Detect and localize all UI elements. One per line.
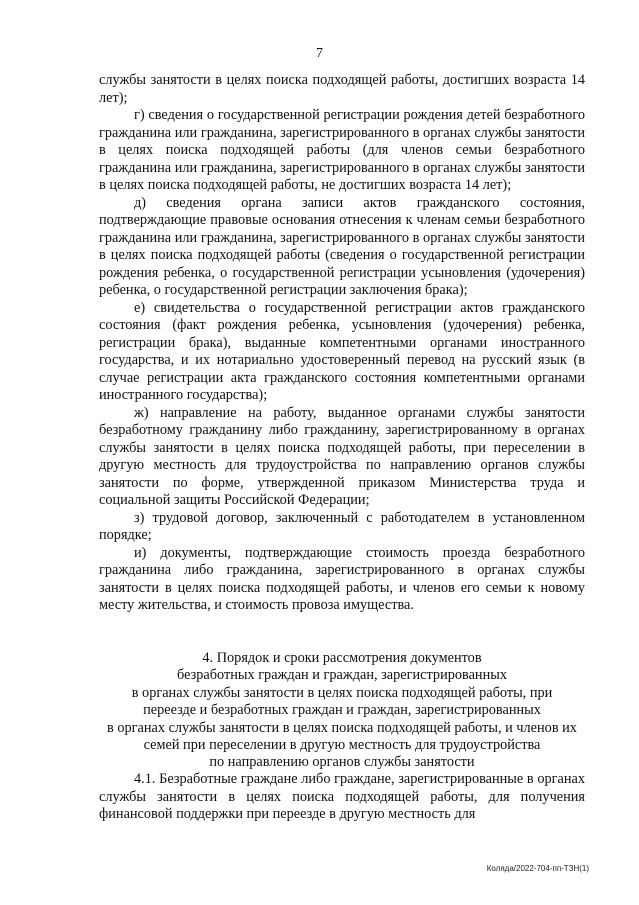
section-heading-line: безработных граждан и граждан, зарегистрированных (176, 667, 507, 684)
paragraph-4-1: 4.1. Безработные граждане либо граждане, зарегистрированные в органах службы занятости в целях поиска подходящей работы, для получения финансовой поддержки при переезде в другую местность для (99, 771, 585, 822)
paragraph-continuation: службы занятости в целях поиска подходящей работы, достигших возраста 14 лет); (99, 72, 585, 106)
body-text (99, 72, 585, 615)
section-heading-line: 4. Порядок и сроки рассмотрения документов (202, 650, 482, 666)
section-heading-line: по направлению органов службы занятости (209, 754, 475, 771)
document-code: Коляда/2022-704-пп-ТЗН(1) (486, 864, 589, 873)
paragraph-item-i: и) документы, подтверждающие стоимость проезда безработного гражданина либо гражданина, зарегистрированного в органах службы занятости в целях поиска подходящей работы, и членов его семьи к новому месту жительства, и стоимость провоза имущества. (99, 544, 585, 613)
section-heading-line: в органах службы занятости в целях поиска подходящей работы, при (131, 684, 553, 701)
section-body (99, 771, 585, 824)
paragraph-item-z: з) трудовой договор, заключенный с работодателем в установленном порядке; (99, 509, 585, 543)
paragraph-item-zh: ж) направление на работу, выданное органами службы занятости безработному гражданину либо гражданину, зарегистрированному в органах службы занятости в целях поиска подходящей работы, при переселении в другую местность для трудоустройства по направлению органов службы занятости по форме, утвержденной приказом Министерства труда и социальной защиты Российской Федерации; (99, 404, 585, 508)
paragraph-item-g: г) сведения о государственной регистрации рождения детей безработного гражданина или гражданина, зарегистрированного в органах службы занятости в целях поиска подходящей работы (для членов семьи безработного гражданина или гражданина, зарегистрированного в органах службы занятости в целях поиска подходящей работы, не достигших возраста 14 лет); (99, 107, 585, 193)
page-number: 7 (316, 46, 323, 61)
section-heading-line: в органах службы занятости в целях поиска подходящей работы, и членов их (107, 719, 577, 736)
paragraph-item-e: е) свидетельства о государственной регистрации актов гражданского состояния (факт рождения ребенка, усыновления (удочерения) ребенка, регистрации брака), выданные компетентными органами иностранного государства, и их нотариально удостоверенный перевод на русский язык (в случае регистрации акта гражданского состояния компетентными органами иностранного государства); (99, 299, 585, 403)
section-heading-line: семей при переселении в другую местность для трудоустройства (143, 737, 541, 754)
paragraph-item-d: д) сведения органа записи актов гражданского состояния, подтверждающие правовые основания отнесения к членам семьи безработного гражданина или гражданина, зарегистрированного в органах службы занятости в целях поиска подходящей работы (сведения о государственной регистрации рождения ребенка, о государственной регистрации усыновления (удочерения) ребенка, о государственной регистрации заключения брака); (99, 194, 585, 298)
section-heading (96, 650, 588, 772)
section-heading-line: переезде и безработных граждан и граждан, зарегистрированных (143, 702, 541, 719)
